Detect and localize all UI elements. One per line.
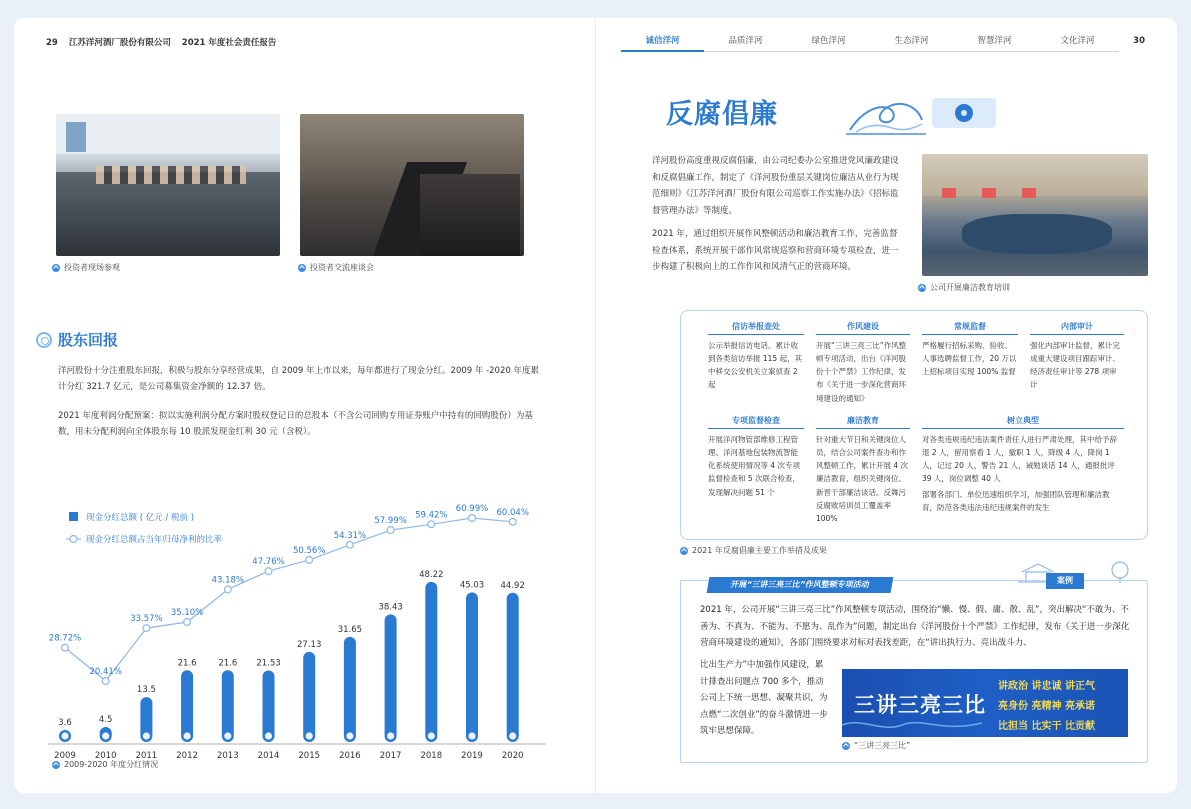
- dividend-chart: [34, 476, 554, 758]
- text-style: 开展“三讲三亮三比”作风整顿专项活动，出台《洋河股份十个严禁》工作纪律，发布《关于进一步深化营商环境建设的通知》: [816, 341, 907, 403]
- x-tick-2010: 2010: [94, 751, 117, 758]
- bar-2013: [222, 670, 234, 742]
- dividend-paragraph-1: 洋河股份十分注重股东回报，积极与股东分享经营成果，自 2009 年上市以来，每年都进行了现金分红。2009 年 -2020 年度累计分红 321.7 亿元，是公司募集资金净额的 12.37 倍。: [58, 366, 539, 393]
- bar-base-dot-2020: [509, 732, 516, 739]
- bar-base-dot-2015: [306, 732, 313, 739]
- caption-arrow-icon: [842, 742, 850, 750]
- bar-label-2016: 31.65: [337, 624, 363, 635]
- ratio-point-2018: [428, 521, 435, 528]
- training-photo: [922, 154, 1148, 276]
- bar-label-2010: 4.5: [98, 715, 113, 726]
- ratio-label-2015: 50.56%: [292, 545, 326, 556]
- section-title-shareholder-return: [36, 329, 118, 350]
- bar-label-2009: 3.6: [58, 718, 72, 729]
- heading-style: 作风建设: [816, 321, 910, 335]
- left-page-number: 29: [46, 38, 58, 48]
- x-tick-2014: 2014: [257, 751, 280, 758]
- ratio-point-2017: [387, 527, 394, 534]
- bar-base-dot-2017: [387, 732, 394, 739]
- heading-education: 廉洁教育: [816, 415, 910, 429]
- text-example-2: 部署各部门、单位迅速组织学习，加强团队管理和廉洁教育，防范各类违法违纪违规案件的发生: [922, 490, 1110, 513]
- case-text-left-column: 比出生产力”中加强作风建设，累计排查出问题点 700 多个，推动公司上下统一思想、凝聚共识，为点燃“二次创业”的奋斗激情进一步筑牢思想保障。: [700, 660, 828, 737]
- text-complaint: 公示举报信访电话。累计收到各类信访举报 115 起，其中移交公安机关立案侦查 2 起: [708, 341, 803, 390]
- company-name: 江苏洋河酒厂股份有限公司: [68, 38, 171, 48]
- x-tick-2020: 2020: [501, 751, 524, 758]
- heading-example: 树立典型: [922, 415, 1124, 429]
- text-routine: 严格履行招标采购、验收、人事选聘监督工作，20 万以上招标项目实现 100% 监督: [922, 341, 1017, 377]
- nav-tab-quality[interactable]: 品质洋河: [704, 34, 787, 52]
- section-title-text: 股东回报: [58, 331, 119, 349]
- bar-label-2017: 38.43: [378, 602, 403, 613]
- left-header: [46, 36, 284, 48]
- bar-label-2013: 21.6: [218, 658, 238, 669]
- bar-base-dot-2010: [102, 732, 109, 739]
- heading-audit: 内部审计: [1030, 321, 1124, 335]
- x-tick-2017: 2017: [379, 751, 402, 758]
- bar-base-dot-2012: [184, 732, 191, 739]
- ratio-label-2013: 43.18%: [211, 575, 245, 586]
- anticorruption-paragraph-1: 洋河股份高度重视反腐倡廉，由公司纪委办公室推进党风廉政建设和反腐倡廉工作，制定了《洋河股份重层关键岗位廉洁从业行为规范细则》《江苏洋河酒厂股份有限公司巡察工作实施办法》《招标监督管理办法》等制度。: [652, 156, 899, 216]
- anticorruption-paragraph-2: 2021 年，通过组织开展作风整顿活动和廉洁教育工作，完善监督检查体系，系统开展干部作风常规巡察和营商环境专项检查，进一步构建了积极向上的工作作风和风清气正的营商环境。: [652, 229, 899, 273]
- right-page-number: 30: [1133, 36, 1145, 46]
- nav-tab-green[interactable]: 绿色洋河: [787, 34, 870, 52]
- right-page: [596, 18, 1177, 793]
- investor-meeting-caption: [298, 262, 374, 273]
- caption-arrow-icon: [680, 547, 688, 555]
- report-name: 2021 年度社会责任报告: [181, 38, 277, 48]
- caption-arrow-icon: [918, 284, 926, 292]
- left-page: [14, 18, 595, 793]
- bar-base-dot-2016: [346, 732, 353, 739]
- text-audit: 强化内部审计监督，累计完成重大建设项目跟踪审计、经济责任审计等 278 项审计: [1030, 341, 1120, 390]
- caption-arrow-icon: [52, 761, 60, 769]
- ratio-label-2011: 33.57%: [130, 614, 163, 625]
- bar-2014: [263, 670, 275, 742]
- ratio-point-2014: [265, 568, 272, 575]
- ratio-label-2010: 20.41%: [89, 667, 122, 677]
- legend-label-bar: 现金分红总额 ( 亿元 / 税前 ): [86, 513, 195, 523]
- page-title: 反腐倡廉: [666, 99, 778, 130]
- bar-2016: [344, 637, 356, 742]
- ratio-label-2009: 28.72%: [48, 633, 82, 644]
- investor-visit-caption: [52, 262, 120, 273]
- legend-label-ratio: 现金分红总额占当年归母净利的比率: [86, 535, 223, 545]
- gear-icon: [955, 104, 973, 122]
- work-caption: [680, 545, 827, 556]
- banner-caption: [842, 740, 910, 751]
- x-tick-2011: 2011: [135, 751, 158, 758]
- nav-tab-ecology[interactable]: 生态洋河: [870, 34, 953, 52]
- ratio-point-2010: [102, 678, 109, 685]
- ratio-label-2014: 47.76%: [252, 557, 285, 568]
- bar-label-2014: 21.53: [256, 658, 281, 669]
- ratio-point-2016: [347, 541, 354, 548]
- three-speak-banner: [842, 669, 1128, 737]
- case-text-full-width: 2021 年，公司开展“三讲三亮三比”作风整顿专项活动，围绕治“懒、慢、假、庸、散、乱”，突出解决“不敢为、不善为、不真为、不能为、不愿为、乱作为”问题，制定出台《洋河股份十个严禁》工作纪律，发布《关于进一步深化营商环境建设的通知》，各部门围绕要求对标对表找差距，在“讲出执行力、亮出战斗力、: [700, 605, 1130, 649]
- bar-base-dot-2009: [61, 732, 68, 739]
- ratio-label-2019: 60.99%: [455, 504, 489, 514]
- investor-meeting-photo: [300, 114, 524, 256]
- training-caption: [918, 282, 1010, 293]
- banner-title: 三讲三亮三比: [854, 693, 986, 717]
- bar-2017: [385, 614, 397, 742]
- legend-marker-ratio: [70, 536, 77, 543]
- x-tick-2019: 2019: [461, 751, 483, 758]
- heading-routine: 常规监督: [922, 321, 1018, 335]
- caption-text: 2009-2020 年度分红情况: [64, 760, 159, 769]
- ratio-point-2019: [469, 515, 476, 522]
- text-example-1: 对各类违规违纪违法案件责任人进行严肃处理，其中给予辞退 2 人，留用察看 1 人，撤职 1 人，降级 4 人，降岗 1 人，记过 20 人，警告 21 人，诫勉谈话 14 人，通报批评 39 人，岗位调整 40 人: [922, 435, 1117, 484]
- bar-label-2012: 21.6: [177, 658, 197, 669]
- legend-swatch-bar: [69, 512, 78, 521]
- ripple-icon: [36, 332, 52, 348]
- bar-label-2019: 45.03: [459, 580, 485, 591]
- case-tag: 开展“三讲三亮三比”作风整顿专项活动: [707, 577, 894, 593]
- ratio-point-2011: [143, 625, 150, 632]
- bar-base-dot-2014: [265, 732, 272, 739]
- bar-base-dot-2018: [428, 732, 435, 739]
- section-nav: [621, 34, 1119, 52]
- bar-base-dot-2013: [224, 732, 231, 739]
- ratio-label-2017: 57.99%: [374, 516, 407, 527]
- bar-label-2018: 48.22: [419, 569, 444, 580]
- text-special: 开展洋河物管部维修工程管理、洋河基地包装物流智能化系统使用情况等 4 次专项监督检查和 5 次联合检查，发现解决问题 51 个: [708, 435, 801, 497]
- ratio-point-2013: [224, 586, 231, 593]
- investor-visit-photo: [56, 114, 280, 256]
- caption-text: 投资者交流座谈会: [310, 263, 374, 272]
- caption-arrow-icon: [52, 264, 60, 272]
- x-tick-2016: 2016: [339, 751, 361, 758]
- ratio-point-2012: [184, 619, 191, 626]
- nav-tab-smart[interactable]: 智慧洋河: [953, 34, 1036, 52]
- x-tick-2012: 2012: [176, 751, 198, 758]
- dividend-paragraph-2: 2021 年度利润分配预案：拟以实施利润分配方案时股权登记日的总股本（不含公司回购专用证券账户中持有的回购股份）为基数，用未分配利润向全体股东每 10 股派发现金红利 30 元（含税）。: [58, 411, 533, 438]
- report-spread: [14, 18, 1177, 793]
- banner-line-2: 亮身份 亮精神 亮承诺: [998, 701, 1095, 712]
- caption-text: 投资者现场参观: [64, 263, 120, 272]
- caption-text: 2021 年反腐倡廉主要工作举措及成果: [692, 546, 827, 555]
- banner-line-1: 讲政治 讲忠诚 讲正气: [998, 681, 1095, 692]
- x-tick-2018: 2018: [420, 751, 443, 758]
- caption-arrow-icon: [298, 264, 306, 272]
- text-education: 针对重大节日和关键岗位人员，结合公司案件查办和作风整顿工作，累计开展 4 次廉洁教育，组织关键岗位、新晋干部廉洁谈话。反舞污反腐败培训员工覆盖率 100%: [816, 435, 909, 523]
- nav-tab-integrity[interactable]: 诚信洋河: [621, 34, 704, 52]
- bar-base-dot-2019: [468, 732, 475, 739]
- bar-2020: [507, 593, 519, 742]
- ratio-point-2009: [62, 644, 69, 651]
- bar-2019: [466, 592, 478, 742]
- ratio-label-2020: 60.04%: [496, 507, 529, 518]
- bar-2018: [425, 582, 437, 742]
- x-tick-2009: 2009: [54, 751, 76, 758]
- chart-caption: [52, 759, 158, 770]
- caption-text: “三讲三亮三比”: [854, 741, 911, 750]
- ratio-point-2015: [306, 556, 313, 563]
- bar-label-2020: 44.92: [500, 580, 525, 591]
- bar-label-2011: 13.5: [136, 685, 156, 696]
- ratio-label-2012: 35.10%: [170, 607, 204, 618]
- ratio-label-2016: 54.31%: [333, 530, 367, 541]
- bar-label-2015: 27.13: [297, 639, 322, 650]
- badge: [932, 98, 996, 128]
- x-tick-2015: 2015: [298, 751, 321, 758]
- wave-decoration-icon: [846, 84, 926, 136]
- x-tick-2013: 2013: [216, 751, 239, 758]
- ratio-label-2018: 59.42%: [415, 510, 448, 521]
- heading-complaint: 信访举报查处: [708, 321, 804, 335]
- case-label: 案例: [1046, 573, 1084, 589]
- caption-text: 公司开展廉洁教育培训: [930, 283, 1010, 292]
- bar-2012: [181, 670, 193, 742]
- nav-tab-culture[interactable]: 文化洋河: [1036, 34, 1119, 52]
- bar-base-dot-2011: [143, 732, 150, 739]
- ratio-point-2020: [509, 518, 516, 525]
- bar-2015: [303, 652, 315, 742]
- heading-special: 专项监督检查: [708, 415, 804, 429]
- banner-line-3: 比担当 比实干 比贡献: [998, 721, 1095, 732]
